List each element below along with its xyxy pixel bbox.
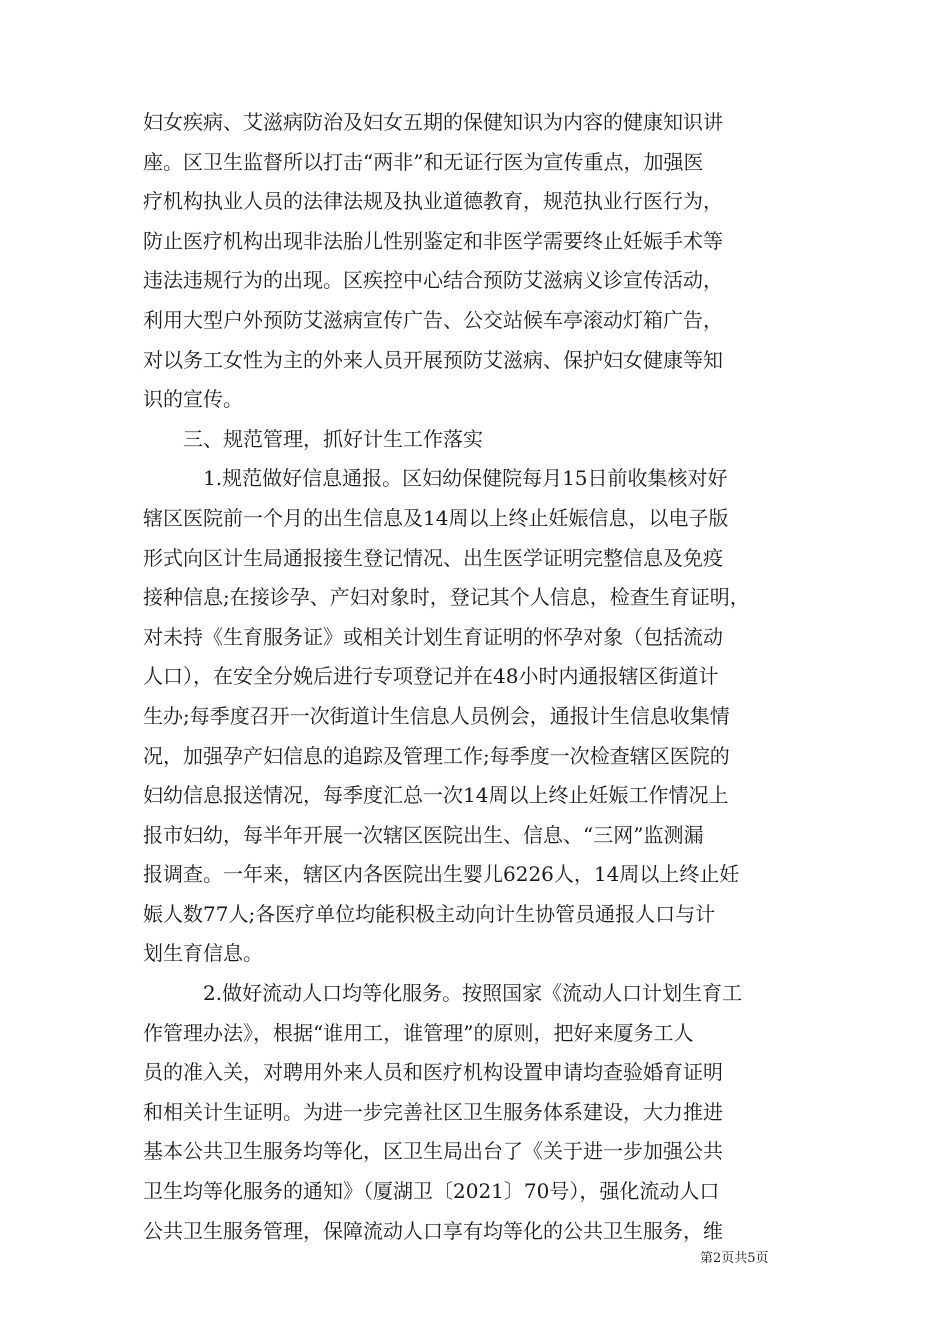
text-line: 2.做好流动人口均等化服务。按照国家《流动人口计划生育工 (203, 981, 743, 1006)
text-line: 卫生均等化服务的通知》（厦湖卫〔2021〕70号），强化流动人口 (143, 1179, 720, 1204)
text-line: 员的准入关，对聘用外来人员和医疗机构设置申请均查验婚育证明 (143, 1060, 723, 1085)
text-line: 违法违规行为的出现。区疾控中心结合预防艾滋病义诊宣传活动， (143, 268, 723, 293)
text-line: 作管理办法》，根据“谁用工，谁管理”的原则，把好来厦务工人 (143, 1020, 694, 1045)
text-line: 人口），在安全分娩后进行专项登记并在48小时内通报辖区街道计 (143, 664, 719, 689)
text-line: 况，加强孕产妇信息的追踪及管理工作;每季度一次检查辖区医院的 (143, 743, 730, 768)
text-line: 1.规范做好信息通报。区妇幼保健院每月15日前收集核对好 (203, 466, 728, 491)
text-line: 座。区卫生监督所以打击“两非”和无证行医为宣传重点，加强医 (143, 149, 704, 174)
section-heading: 三、规范管理，抓好计生工作落实 (183, 426, 483, 451)
text-line: 防止医疗机构出现非法胎儿性别鉴定和非医学需要终止妊娠手术等 (143, 228, 723, 253)
text-line: 生办;每季度召开一次街道计生信息人员例会，通报计生信息收集情 (143, 703, 730, 728)
text-line: 报调查。一年来，辖区内各医院出生婴儿6226人，14周以上终止妊 (143, 862, 740, 887)
text-line: 利用大型户外预防艾滋病宣传广告、公交站候车亭滚动灯箱广告， (143, 307, 723, 332)
text-line: 妇女疾病、艾滋病防治及妇女五期的保健知识为内容的健康知识讲 (143, 110, 723, 134)
text-line: 划生育信息。 (143, 941, 263, 966)
text-line: 疗机构执业人员的法律法规及执业道德教育，规范执业行医行为， (143, 189, 723, 214)
text-line: 辖区医院前一个月的出生信息及14周以上终止妊娠信息，以电子版 (143, 505, 729, 530)
text-line: 对未持《生育服务证》或相关计划生育证明的怀孕对象（包括流动 (143, 624, 723, 649)
text-line: 基本公共卫生服务均等化，区卫生局出台了《关于进一步加强公共 (143, 1139, 723, 1164)
text-line: 和相关计生证明。为进一步完善社区卫生服务体系建设，大力推进 (143, 1099, 723, 1124)
text-line: 报市妇幼，每半年开展一次辖区医院出生、信息、“三网”监测漏 (143, 822, 704, 847)
text-line: 对以务工女性为主的外来人员开展预防艾滋病、保护妇女健康等知 (143, 347, 723, 372)
text-line: 公共卫生服务管理，保障流动人口享有均等化的公共卫生服务，维 (143, 1218, 723, 1243)
page-number: 第2页共5页 (700, 1251, 769, 1266)
text-line: 接种信息;在接诊孕、产妇对象时，登记其个人信息，检查生育证明， (143, 585, 750, 610)
text-line: 娠人数77人;各医疗单位均能积极主动向计生协管员通报人口与计 (143, 901, 716, 926)
text-line: 形式向区计生局通报接生登记情况、出生医学证明完整信息及免疫 (143, 545, 723, 570)
text-line: 识的宣传。 (143, 387, 243, 412)
text-line: 妇幼信息报送情况，每季度汇总一次14周以上终止妊娠工作情况上 (143, 783, 729, 808)
document-body (143, 103, 809, 1251)
